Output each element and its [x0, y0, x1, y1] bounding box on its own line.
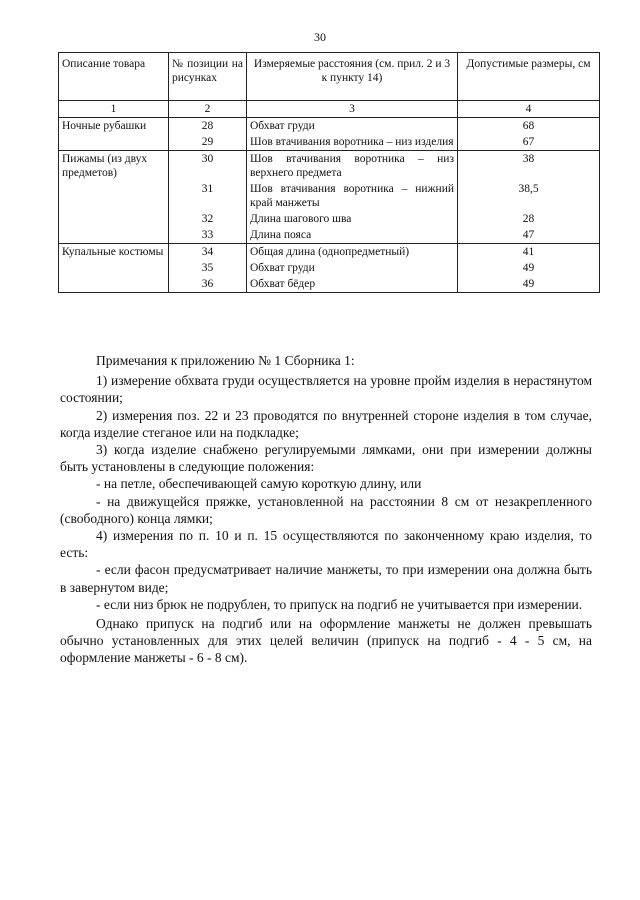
cell-measurement: Шов втачивания воротника – низ верхнего предмета — [247, 151, 458, 182]
note-item: Однако припуск на подгиб или на оформление манжеты не должен превышать обычно установленных для этих целей величин (припуск на подгиб - 4 - 5 см, на оформление манжеты - 6 - 8 см). — [60, 616, 592, 666]
note-item: - если фасон предусматривает наличие манжеты, то при измерении она должна быть в завернутом виде; — [60, 562, 592, 595]
table-row — [59, 227, 600, 244]
cell-product: Купальные костюмы — [59, 244, 169, 261]
colnum-3: 3 — [247, 101, 458, 118]
cell-product — [59, 134, 169, 151]
cell-position: 34 — [169, 244, 247, 261]
cell-measurement: Длина шагового шва — [247, 211, 458, 227]
note-item: - на движущейся пряжке, установленной на расстоянии 8 см от незакрепленного (свободного) конца лямки; — [60, 493, 592, 526]
cell-measurement: Обхват бёдер — [247, 276, 458, 293]
cell-position: 29 — [169, 134, 247, 151]
cell-measurement: Общая длина (однопредметный) — [247, 244, 458, 261]
cell-size: 38 — [458, 151, 600, 182]
cell-measurement: Обхват груди — [247, 260, 458, 276]
cell-size: 49 — [458, 260, 600, 276]
cell-position: 30 — [169, 151, 247, 182]
cell-product — [59, 181, 169, 211]
cell-position: 28 — [169, 118, 247, 135]
table-row — [59, 276, 600, 293]
header-position: № позиции на рисунках — [169, 53, 247, 101]
cell-size: 28 — [458, 211, 600, 227]
cell-position: 35 — [169, 260, 247, 276]
note-item: - если низ брюк не подрублен, то припуск на подгиб не учитывается при измерении. — [96, 596, 583, 612]
page-number: 30 — [314, 30, 326, 44]
notes-section — [60, 352, 592, 667]
cell-measurement: Шов втачивания воротника – нижний край манжеты — [247, 181, 458, 211]
cell-size: 41 — [458, 244, 600, 261]
cell-product — [59, 227, 169, 244]
header-size: Допустимые размеры, см — [458, 53, 600, 101]
note-item: 3) когда изделие снабжено регулируемыми лямками, они при измерении должны быть установлены в следующие положения: — [60, 442, 592, 475]
cell-product: Пижамы (из двух предметов) — [59, 151, 169, 182]
cell-size: 68 — [458, 118, 600, 135]
size-table — [58, 52, 600, 293]
cell-size: 47 — [458, 227, 600, 244]
cell-position: 33 — [169, 227, 247, 244]
cell-measurement: Длина пояса — [247, 227, 458, 244]
table-row — [59, 211, 600, 227]
cell-position: 36 — [169, 276, 247, 293]
cell-size: 38,5 — [458, 181, 600, 211]
table-row — [59, 181, 600, 211]
cell-position: 31 — [169, 181, 247, 211]
table-row — [59, 260, 600, 276]
cell-size: 49 — [458, 276, 600, 293]
cell-product — [59, 276, 169, 293]
cell-size: 67 — [458, 134, 600, 151]
table-row — [59, 151, 600, 182]
cell-product — [59, 260, 169, 276]
header-measurement: Измеряемые расстояния (см. прил. 2 и 3 к пункту 14) — [247, 53, 458, 101]
cell-position: 32 — [169, 211, 247, 227]
note-item: 1) измерение обхвата груди осуществляется на уровне пройм изделия в нерастянутом состоянии; — [60, 373, 592, 406]
colnum-1: 1 — [59, 101, 169, 118]
note-item: 2) измерения поз. 22 и 23 проводятся по внутренней стороне изделия в том случае, когда изделие стеганое или на подкладке; — [60, 407, 592, 440]
colnum-2: 2 — [169, 101, 247, 118]
notes-title: Примечания к приложению № 1 Сборника 1: — [96, 353, 355, 368]
cell-product: Ночные рубашки — [59, 118, 169, 135]
colnum-4: 4 — [458, 101, 600, 118]
note-item: - на петле, обеспечивающей самую короткую длину, или — [96, 476, 422, 492]
table-row — [59, 244, 600, 261]
table-row — [59, 134, 600, 151]
header-product: Описание товара — [59, 53, 169, 101]
note-item: 4) измерения по п. 10 и п. 15 осуществляются по законченному краю изделия, то есть: — [60, 528, 592, 561]
cell-measurement: Обхват груди — [247, 118, 458, 135]
cell-measurement: Шов втачивания воротника – низ изделия — [247, 134, 458, 151]
cell-product — [59, 211, 169, 227]
table-row — [59, 118, 600, 135]
table-colnum-row — [59, 101, 600, 118]
table-header-row — [59, 53, 600, 101]
